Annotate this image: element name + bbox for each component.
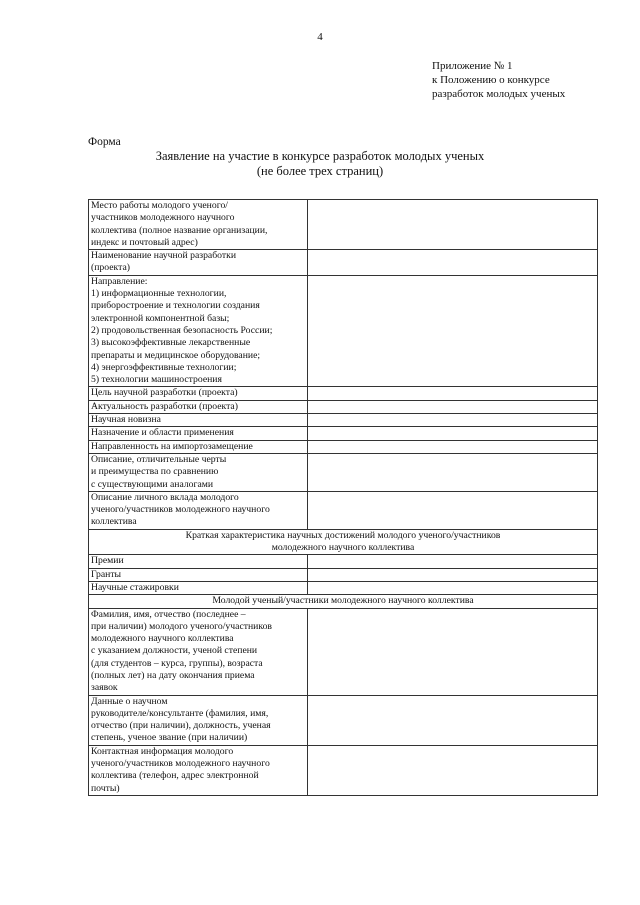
field-label-line: с указанием должности, ученой степени [91,645,258,657]
field-label [89,608,308,695]
form-label: Форма [88,136,121,148]
page-number: 4 [317,31,323,43]
field-label-line: Фамилия, имя, отчество (последнее – [91,608,246,620]
field-label [89,387,308,400]
field-label-line: при наличии) молодого ученого/участников [91,620,272,632]
field-value-cell[interactable] [308,453,598,491]
field-label-line: Контактная информация молодого [91,745,234,757]
field-label [89,400,308,413]
field-label-line: приборостроение и технологии создания [91,300,260,312]
form-row [89,695,598,745]
field-value-cell[interactable] [308,491,598,529]
field-label-line: (полных лет) на дату окончания приема [91,669,255,681]
field-label-line: Описание личного вклада молодого [91,491,239,503]
field-label-line: коллектива (телефон, адрес электронной [91,770,259,782]
section-header-team [89,595,598,608]
section-header-line: Молодой ученый/участники молодежного научного коллектива [212,595,474,607]
field-label-line: Цель научной разработки (проекта) [91,387,238,399]
field-label [89,555,308,568]
field-label-line: 2) продовольственная безопасность России; [91,324,273,336]
form-row [89,745,598,795]
field-value-cell[interactable] [308,400,598,413]
field-label-line: 4) энергоэффективные технологии; [91,361,237,373]
field-value-cell[interactable] [308,555,598,568]
application-form-table [88,199,598,796]
form-row [89,581,598,594]
field-label-line: препараты и медицинское оборудование; [91,349,261,361]
field-value-cell[interactable] [308,275,598,387]
field-value-cell[interactable] [308,568,598,581]
field-label-line: Направленность на импортозамещение [91,440,253,452]
field-value-cell[interactable] [308,200,598,250]
field-value-cell[interactable] [308,387,598,400]
field-label-line: 1) информационные технологии, [91,288,227,300]
field-label-line: Назначение и области применения [91,427,234,439]
field-label-line: коллектива (полное название организации, [91,224,268,236]
field-label-line: Премии [91,555,124,567]
field-label [89,581,308,594]
field-label-line: и преимущества по сравнению [91,466,219,478]
form-row [89,414,598,427]
field-label [89,568,308,581]
field-label-line: Место работы молодого ученого/ [91,200,228,211]
field-label-line: Научная новизна [91,414,161,426]
form-row [89,400,598,413]
field-label-line: молодежного научного коллектива [91,633,234,645]
section-header-cell [89,529,598,555]
field-label [89,275,308,387]
form-row [89,440,598,453]
field-label-line: с существующими аналогами [91,478,214,490]
field-value-cell[interactable] [308,427,598,440]
section-header-line: молодежного научного коллектива [271,542,415,554]
field-label-line: руководителе/консультанте (фамилия, имя, [91,707,269,719]
field-label-line: заявок [91,682,118,694]
field-label [89,745,308,795]
field-label-line: (для студентов – курса, группы), возраста [91,657,263,669]
field-label-line: Гранты [91,568,122,580]
form-table-body [89,200,598,796]
form-row [89,491,598,529]
field-value-cell[interactable] [308,745,598,795]
form-row [89,568,598,581]
section-header-achievements [89,529,598,555]
section-header-cell [89,595,598,608]
field-label-line: Наименование научной разработки [91,250,236,262]
field-value-cell[interactable] [308,581,598,594]
field-label-line: электронной компонентной базы; [91,312,230,324]
field-label-line: отчество (при наличии), должность, ученая [91,720,271,732]
field-label-line: Направление: [91,275,148,287]
field-value-cell[interactable] [308,608,598,695]
field-label [89,250,308,276]
field-label [89,453,308,491]
appendix-line: Приложение № 1 [432,60,513,72]
form-row [89,200,598,250]
form-row [89,427,598,440]
field-label-line: Описание, отличительные черты [91,453,227,465]
title-line-2: (не более трех страниц) [256,164,384,178]
field-label [89,695,308,745]
appendix-line: разработок молодых ученых [432,88,566,100]
document-title [0,149,640,179]
field-label [89,440,308,453]
field-label-line: Данные о научном [91,695,168,707]
field-value-cell[interactable] [308,250,598,276]
field-label-line: Научные стажировки [91,581,179,593]
field-label [89,200,308,250]
appendix-line: к Положению о конкурсе [432,74,550,86]
title-line-1: Заявление на участие в конкурсе разработок молодых ученых [155,149,485,163]
field-label-line: ученого/участников молодежного научного [91,504,270,516]
field-label [89,491,308,529]
field-label-line: 3) высокоэффективные лекарственные [91,337,251,349]
field-label-line: почты) [91,782,120,794]
form-row [89,387,598,400]
form-row [89,250,598,276]
field-value-cell[interactable] [308,695,598,745]
field-label [89,414,308,427]
appendix-header [432,59,565,101]
field-label-line: индекс и почтовый адрес) [91,236,198,248]
form-row [89,275,598,387]
field-value-cell[interactable] [308,440,598,453]
field-value-cell[interactable] [308,414,598,427]
field-label-line: степень, ученое звание (при наличии) [91,732,248,744]
form-row [89,453,598,491]
field-label-line: коллектива [91,516,137,528]
form-row [89,555,598,568]
form-row [89,608,598,695]
section-header-line: Краткая характеристика научных достижений молодого ученого/участников [185,529,501,541]
field-label-line: Актуальность разработки (проекта) [91,400,238,412]
field-label-line: участников молодежного научного [91,212,235,224]
field-label-line: ученого/участников молодежного научного [91,758,270,770]
field-label [89,427,308,440]
field-label-line: 5) технологии машиностроения [91,374,222,386]
field-label-line: (проекта) [91,262,130,274]
